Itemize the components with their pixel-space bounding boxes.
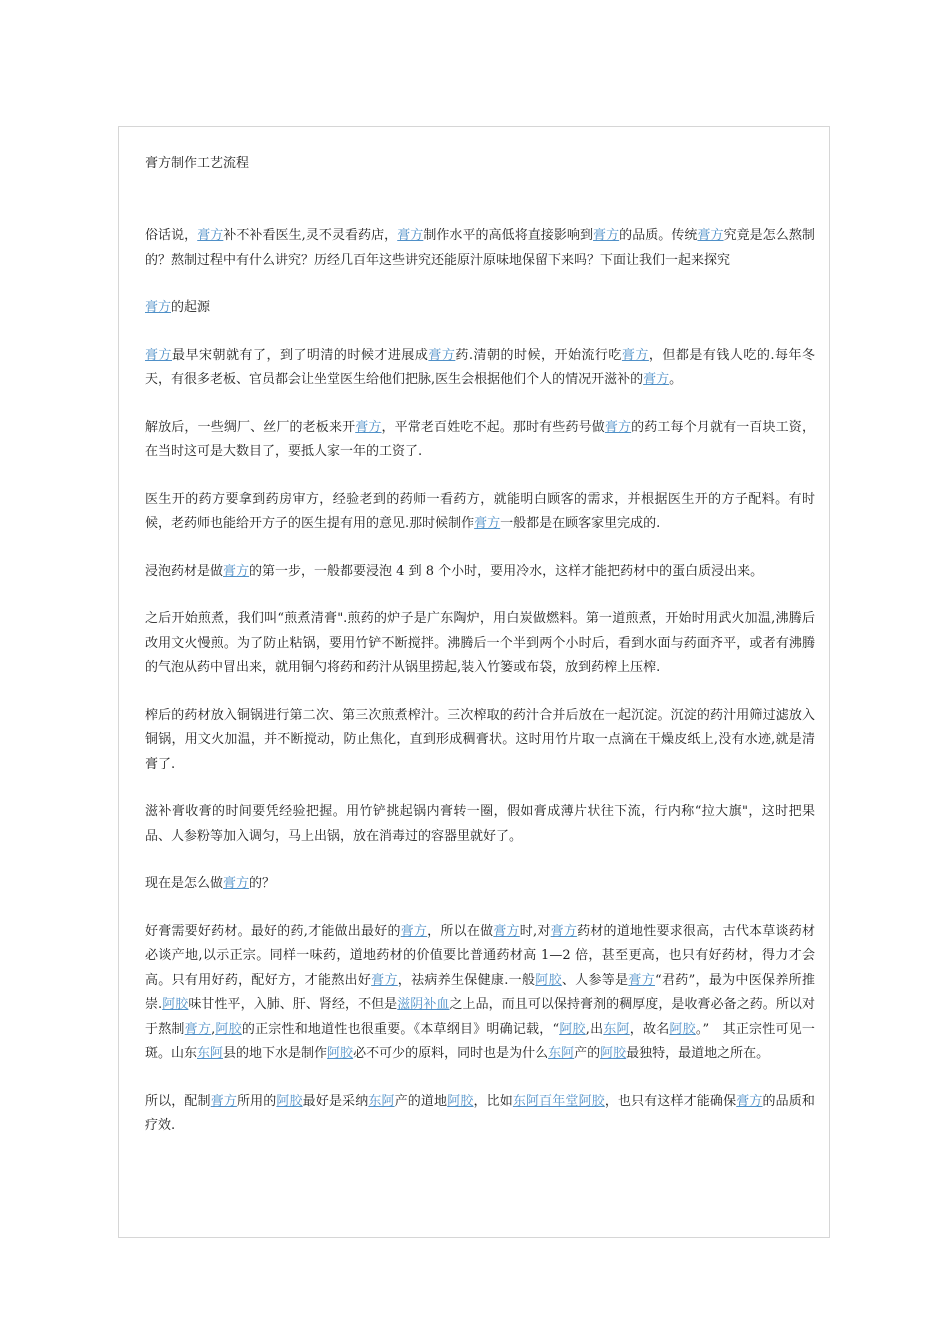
keyword-link[interactable]: 膏方 (400, 923, 428, 939)
keyword-link[interactable]: 阿胶 (669, 1021, 696, 1037)
paragraph (145, 296, 815, 321)
paragraph-text: , (211, 1021, 216, 1037)
keyword-link[interactable]: 膏方 (550, 923, 578, 939)
keyword-link[interactable]: 膏方 (145, 347, 172, 363)
paragraph (145, 607, 815, 681)
paragraph-text: 的品质。传统 (619, 228, 698, 243)
keyword-link[interactable]: 东阿百年堂阿胶 (512, 1093, 605, 1109)
paragraph-text: 滋补膏收膏的时间要凭经验把握。用竹铲挑起锅内膏转一圈，假如膏成薄片状往下流，行内称“拉大旗"，这时把果品、人参粉等加入调匀，马上出锅，放在消毒过的容器里就好了。 (145, 804, 815, 844)
keyword-link[interactable]: 阿胶 (327, 1046, 354, 1061)
keyword-link[interactable]: 东阿 (197, 1046, 224, 1061)
paragraph (145, 704, 815, 778)
keyword-link[interactable]: 膏方 (428, 347, 456, 363)
keyword-link[interactable]: 膏方 (223, 876, 250, 891)
keyword-link[interactable]: 阿胶 (276, 1093, 303, 1109)
paragraph-text: 俗话说， (145, 228, 198, 243)
keyword-link[interactable]: 阿胶 (215, 1021, 242, 1037)
keyword-link[interactable]: 东阿 (603, 1021, 630, 1037)
paragraph-text: ，比如 (473, 1093, 513, 1109)
paragraph-text: 药材的道地性要求很高，古代本草谈药材必谈产地,以示正宗。同样一味药，道地药材的价值要比普通药材高 1—2 倍，甚至更高，也只有好药材，得力才会高。只有用好药，配好方，才能熬出好 (145, 923, 815, 988)
paragraph-text: ，所以在做 (427, 923, 494, 939)
paragraph-text: 究竟是怎么熬制的？熬制过程中有什么讲究？历经几百年这些讲究还能原汁原味地保留下来吗？下面让我们一起来探究 (145, 228, 815, 268)
paragraph (145, 800, 815, 849)
keyword-link[interactable]: 东阿 (548, 1046, 575, 1061)
paragraph-text: 解放后，一些绸厂、丝厂的老板来开 (145, 419, 356, 435)
paragraph-text: ，故名 (629, 1021, 670, 1037)
paragraph-text: 所用的 (236, 1093, 277, 1109)
paragraph-text: 浸泡药材是做 (145, 563, 224, 579)
paragraph-text: 。 (669, 372, 683, 387)
keyword-link[interactable]: 膏方 (145, 300, 172, 315)
keyword-link[interactable]: 膏方 (210, 1093, 237, 1109)
paragraph-text: 药.清朝的时候，开始流行吃 (455, 347, 622, 363)
paragraph-text: ，也只有这样才能确保 (604, 1093, 737, 1109)
paragraph-text: 的品质和疗效. (145, 1093, 815, 1133)
paragraph-text: 、人参等是 (561, 972, 629, 988)
keyword-link[interactable]: 膏方 (643, 372, 670, 387)
paragraph-text: “君药”，最为中医保养所推崇. (145, 972, 815, 1012)
paragraph (145, 560, 815, 585)
keyword-link[interactable]: 膏方 (474, 516, 501, 531)
paragraph-text: 补不补看医生,灵不灵看药店， (223, 228, 398, 243)
keyword-link[interactable]: 膏方 (593, 228, 620, 243)
paragraph-text: 最早宋朝就有了，到了明清的时候才进展成 (172, 347, 429, 363)
paragraph-text: 味甘性平，入肺、肝、肾经，不但是 (188, 997, 398, 1012)
article-body (145, 224, 815, 1139)
keyword-link[interactable]: 东阿 (368, 1093, 395, 1109)
paragraph (145, 872, 815, 897)
keyword-link[interactable]: 膏方 (628, 972, 656, 988)
keyword-link[interactable]: 膏方 (736, 1093, 763, 1109)
paragraph-text: 好膏需要好药材。最好的药,才能做出最好的 (145, 923, 401, 939)
keyword-link[interactable]: 膏方 (621, 347, 649, 363)
paragraph-text: 必不可少的原料，同时也是为什么 (353, 1046, 549, 1061)
paragraph-text: ,出 (585, 1021, 604, 1037)
keyword-link[interactable]: 阿胶 (162, 997, 189, 1012)
paragraph-text: 的起源 (171, 300, 211, 315)
keyword-link[interactable]: 膏方 (697, 228, 724, 243)
keyword-link[interactable]: 膏方 (355, 419, 382, 435)
document-page (118, 126, 830, 1238)
keyword-link[interactable]: 阿胶 (535, 972, 562, 988)
paragraph-text: 所以，配制 (145, 1093, 211, 1109)
paragraph (145, 488, 815, 537)
keyword-link[interactable]: 膏方 (197, 228, 224, 243)
paragraph (145, 224, 815, 273)
paragraph-text: ，但都是有钱人吃的.每年冬天，有很多老板、官员都会让坐堂医生给他们把脉,医生会根据他们个人的情况开滋补的 (145, 347, 815, 387)
paragraph-text: 制作水平的高低将直接影响到 (423, 228, 594, 243)
paragraph-text: 产的道地 (394, 1093, 448, 1109)
page-title: 膏方制作工艺流程 (145, 156, 250, 171)
paragraph-text: 产的 (574, 1046, 601, 1061)
paragraph (145, 1090, 815, 1139)
paragraph-text: 一般都是在顾客家里完成的. (500, 516, 661, 531)
paragraph-text: 的？ (249, 876, 276, 891)
paragraph-text: 县的地下水是制作 (223, 1046, 328, 1061)
keyword-link[interactable]: 膏方 (371, 972, 398, 988)
paragraph-text: ，祛病养生保健康.一般 (397, 972, 536, 988)
paragraph-text: 的第一步，一般都要浸泡 4 到 8 个小时，要用冷水，这样才能把药材中的蛋白质浸出来。 (249, 563, 764, 579)
paragraph-text: 。” 其正宗性可见一斑。山东 (145, 1021, 815, 1061)
paragraph-text: 的正宗性和地道性也很重要。《本草纲目》明确记载，“ (241, 1021, 560, 1037)
paragraph-text: 榨后的药材放入铜锅进行第二次、第三次煎煮榨汁。三次榨取的药汁合并后放在一起沉淀。沉淀的药汁用筛过滤放入铜锅，用文火加温，并不断搅动，防止焦化，直到形成稠膏状。这时用竹片取一点滴在干燥皮纸上,没有水迹,就是清膏了. (145, 707, 815, 772)
paragraph (145, 416, 815, 465)
keyword-link[interactable]: 阿胶 (600, 1046, 627, 1061)
paragraph-text: ，平常老百姓吃不起。那时有些药号做 (381, 419, 605, 435)
keyword-link[interactable]: 膏方 (223, 563, 250, 579)
paragraph-text: 之后开始煎煮，我们叫“煎煮清膏".煎药的炉子是广东陶炉，用白炭做燃料。第一道煎煮，开始时用武火加温,沸腾后改用文火慢煎。为了防止粘锅，要用竹铲不断搅拌。沸腾后一个半到两个小时后，看到水面与药面齐平，或者有沸腾的气泡从药中冒出来，就用铜勺将药和药汁从锅里捞起,装入竹篓或布袋，放到药榨上压榨. (145, 611, 815, 675)
paragraph-text: 现在是怎么做 (145, 876, 224, 891)
document-content (145, 154, 815, 1162)
keyword-link[interactable]: 膏方 (604, 419, 632, 435)
paragraph-text: 最好是采纳 (302, 1093, 369, 1109)
keyword-link[interactable]: 滋阴补血 (397, 997, 450, 1012)
keyword-link[interactable]: 膏方 (397, 228, 424, 243)
keyword-link[interactable]: 阿胶 (447, 1093, 474, 1109)
paragraph-text: 医生开的药方要拿到药房审方，经验老到的药师一看药方，就能明白顾客的需求，并根据医生开的方子配料。有时候，老药师也能给开方子的医生提有用的意见.那时候制作 (145, 491, 815, 531)
paragraph (145, 344, 815, 393)
paragraph-text: 最独特，最道地之所在。 (626, 1046, 770, 1061)
keyword-link[interactable]: 膏方 (493, 923, 520, 939)
paragraph-text: 之上品，而且可以保持膏剂的稠厚度，是收膏必备之药。所以对于熬制 (145, 997, 815, 1037)
keyword-link[interactable]: 膏方 (184, 1021, 212, 1037)
paragraph (145, 920, 815, 1067)
paragraph-text: 的药工每个月就有一百块工资，在当时这可是大数目了，要抵人家一年的工资了. (145, 419, 815, 459)
paragraph-text: 时,对 (519, 923, 551, 939)
keyword-link[interactable]: 阿胶 (559, 1021, 586, 1037)
